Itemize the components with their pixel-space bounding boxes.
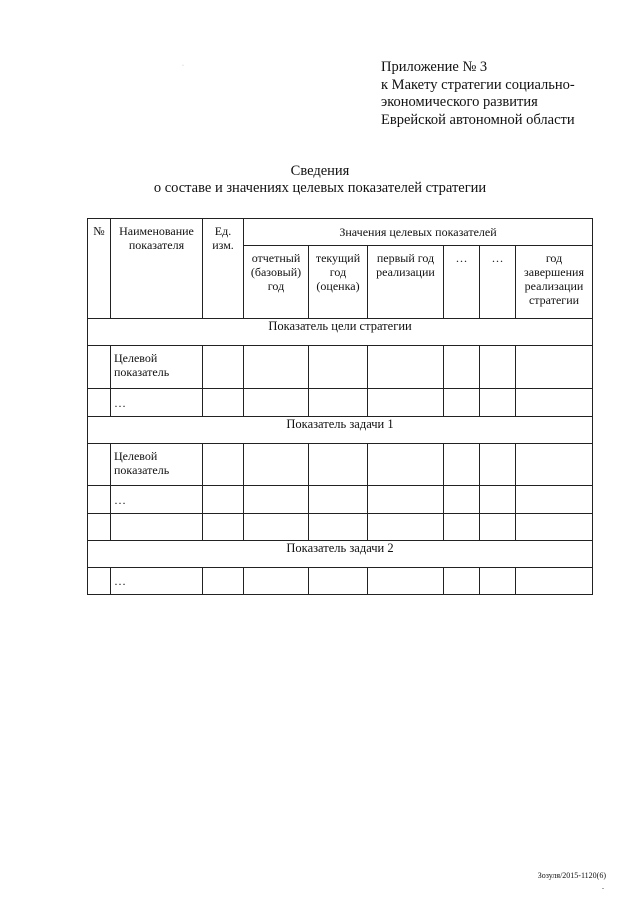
row-name: … <box>111 389 203 417</box>
header-col-ellipsis-1: … <box>444 246 480 319</box>
table-row <box>88 514 593 541</box>
document-heading <box>0 163 640 197</box>
appendix-line: Приложение № 3 <box>381 59 488 75</box>
header-col-base-year: отчетный (базовый) год <box>244 246 309 319</box>
indicators-table <box>87 218 593 595</box>
header-row-1 <box>88 219 593 246</box>
row-name: … <box>111 568 203 595</box>
section-row <box>88 319 593 346</box>
appendix-note <box>381 59 575 129</box>
row-name: … <box>111 486 203 514</box>
table-row <box>88 444 593 486</box>
scan-speck: · <box>182 63 184 69</box>
header-values-group: Значения целевых показателей <box>244 219 593 246</box>
section-row <box>88 417 593 444</box>
header-name: Наименование показателя <box>111 219 203 319</box>
footer-mark: . <box>602 882 604 891</box>
heading-subtitle: о составе и значениях целевых показателей стратегии <box>153 180 487 196</box>
heading-title: Сведения <box>290 163 350 179</box>
header-col-current-year: текущий год (оценка) <box>309 246 368 319</box>
header-num: № <box>88 219 111 319</box>
appendix-line: к Макету стратегии социально- <box>381 76 575 93</box>
table-row <box>88 568 593 595</box>
section-row <box>88 541 593 568</box>
header-unit: Ед. изм. <box>203 219 244 319</box>
row-name: Целевой показатель <box>111 444 203 486</box>
appendix-line: экономического развития <box>381 94 538 111</box>
section-title: Показатель цели стратегии <box>88 319 593 346</box>
header-col-first-year: первый год реализации <box>368 246 444 319</box>
table-row <box>88 346 593 389</box>
appendix-line: Еврейской автономной области <box>381 111 575 128</box>
section-title: Показатель задачи 1 <box>88 417 593 444</box>
section-title: Показатель задачи 2 <box>88 541 593 568</box>
table-row <box>88 389 593 417</box>
row-name <box>111 514 203 541</box>
document-code: Зозуля/2015-1120(6) <box>537 871 606 880</box>
row-name: Целевой показатель <box>111 346 203 389</box>
header-col-final-year: год завершения реализации стратегии <box>516 246 593 319</box>
header-col-ellipsis-2: … <box>480 246 516 319</box>
table-row <box>88 486 593 514</box>
